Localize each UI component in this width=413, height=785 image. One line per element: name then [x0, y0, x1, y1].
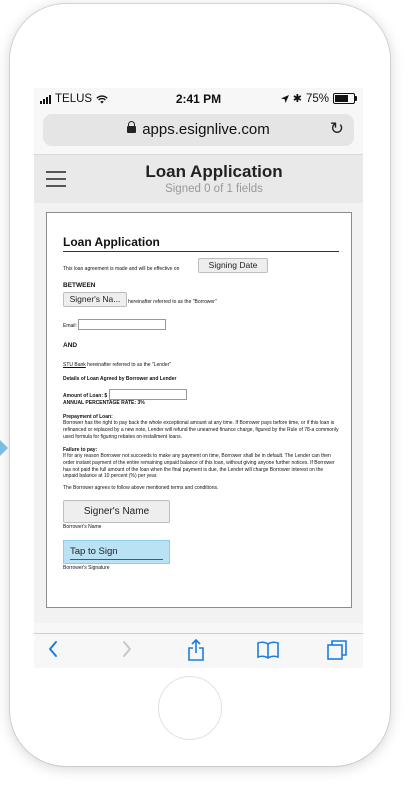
- lender-reference: hereinafter referred to as the "Lender": [85, 362, 172, 368]
- email-input[interactable]: [78, 319, 166, 330]
- battery-percent: 75%: [305, 92, 329, 105]
- signer-name-field[interactable]: Signer's Name: [63, 500, 170, 523]
- carrier-label: TELUS: [55, 93, 93, 105]
- address-bar[interactable]: [43, 114, 354, 146]
- lock-icon: [127, 126, 136, 133]
- title-divider: [63, 251, 339, 252]
- document-page: [46, 212, 352, 608]
- app-title: Loan Application: [145, 162, 283, 181]
- hamburger-menu-icon[interactable]: [46, 171, 66, 192]
- document-viewer[interactable]: [34, 203, 363, 623]
- tabs-icon[interactable]: [326, 639, 348, 661]
- failure-text: If for any reason Borrower not succeeds to make any payment on time, Borrower shall be in default. The Lender can then order instant payment of the entire remaining unpaid balance of this loan, without giving anyone further notices. If Borrower has not paid the full amount of the loan when the final payment is due, the Lender will charge Borrower interest on the unpaid balance at 10 percent (%) per year.: [63, 453, 335, 480]
- lender-line: [63, 362, 171, 369]
- home-button[interactable]: [158, 676, 222, 740]
- loan-amount-input[interactable]: [109, 389, 187, 400]
- phone-screen: [34, 88, 363, 668]
- agreement-text: The Borrower agrees to follow above mentioned terms and conditions.: [63, 485, 219, 491]
- bluetooth-icon: ✱: [292, 93, 302, 105]
- tap-to-sign-button[interactable]: [63, 540, 170, 564]
- chevron-right-icon[interactable]: [122, 640, 132, 658]
- document-title: Loan Application: [63, 235, 160, 249]
- app-header: [34, 154, 363, 204]
- borrower-name-label: Borrower's Name: [63, 524, 102, 530]
- prepayment-text: Borrower has the right to pay back the whole exceptional amount at any time. If Borrower pays before time, or if this loan is refinanced or replaced by a new note, Lender will refund the unearned finance charge, figured by the Rule of 78-a commonly used formula for figuring rebates on installment loans.: [63, 420, 339, 440]
- lender-name: STU Bank: [63, 362, 86, 368]
- reload-icon[interactable]: ↻: [329, 119, 344, 138]
- signing-progress: Signed 0 of 1 fields: [165, 183, 263, 195]
- apr-label: ANNUAL PERCENTAGE RATE: 3%: [63, 400, 145, 406]
- signature-line: [70, 559, 163, 560]
- browser-toolbar: [34, 633, 363, 668]
- url-text: apps.esignlive.com: [142, 121, 270, 138]
- status-bar: [34, 88, 363, 110]
- signer-name-field-inline[interactable]: Signer's Na...: [63, 292, 127, 307]
- url-display: [43, 121, 354, 138]
- tap-to-sign-label: Tap to Sign: [70, 546, 118, 557]
- book-icon[interactable]: [256, 641, 280, 659]
- loan-details-heading: Details of Loan Agreed by Borrower and Lender: [63, 376, 177, 382]
- failure-heading: Failure to pay:: [63, 447, 98, 453]
- and-heading: AND: [63, 342, 78, 349]
- borrower-signature-label: Borrower's Signature: [63, 565, 110, 571]
- prepayment-heading: Prepayment of Loan:: [63, 414, 113, 420]
- battery-icon: [333, 93, 355, 104]
- chevron-left-icon[interactable]: [48, 640, 58, 658]
- status-right: [281, 92, 355, 105]
- sign-field-pointer-icon: [0, 440, 8, 456]
- email-label: Email:: [63, 323, 77, 329]
- between-heading: BETWEEN: [63, 282, 96, 289]
- borrower-reference: hereinafter referred to as the "Borrower": [128, 299, 217, 305]
- intro-text: This loan agreement is made and will be effective on: [63, 266, 180, 272]
- status-time: 2:41 PM: [175, 92, 222, 106]
- amount-label: Amount of Loan: $: [63, 393, 108, 399]
- location-arrow-icon: [281, 95, 289, 103]
- share-icon[interactable]: [187, 639, 205, 661]
- phone-frame: [10, 4, 390, 766]
- signing-date-field[interactable]: Signing Date: [198, 258, 268, 273]
